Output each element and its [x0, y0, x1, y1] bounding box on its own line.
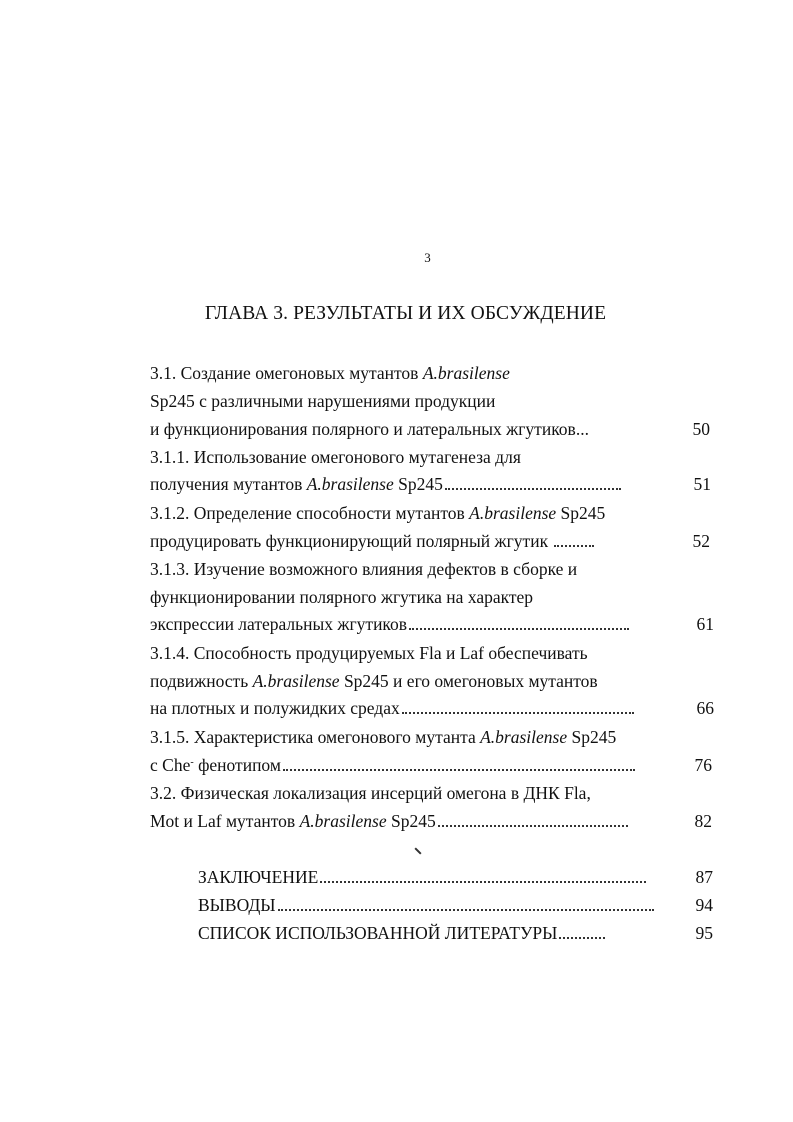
- toc-3-1-4-line-3: на плотных и полужидких средах: [150, 697, 634, 719]
- toc-3-2-line-2: Mot и Laf мутантов A.brasilense Sp245: [150, 810, 628, 832]
- toc-3-1-4-line-1[interactable]: 3.1.4. Способность продуцируемых Fla и Laf обеспечивать: [150, 643, 588, 663]
- toc-references-page: 95: [695, 923, 713, 943]
- toc-3-1-page: 50: [692, 419, 710, 439]
- toc-3-1-2-line-2: продуцировать функционирующий полярный жгутик: [150, 530, 594, 552]
- toc-3-2-page: 82: [694, 811, 712, 831]
- toc-3-1-3-page: 61: [696, 614, 714, 634]
- leader-dots: [554, 542, 594, 547]
- species-name: A.brasilense: [422, 363, 510, 383]
- toc-3-1-5-line-1[interactable]: 3.1.5. Характеристика омегонового мутанта A.brasilense Sp245: [150, 727, 617, 747]
- toc-3-1-line-1[interactable]: 3.1. Создание омегоновых мутантов A.brasilense: [150, 363, 510, 383]
- species-name: A.brasilense: [480, 727, 568, 747]
- toc-findings[interactable]: ВЫВОДЫ: [198, 894, 654, 916]
- toc-3-1-2-line-1[interactable]: 3.1.2. Определение способности мутантов A.brasilense Sp245: [150, 503, 606, 523]
- toc-findings-page: 94: [695, 895, 713, 915]
- species-name: A.brasilense: [299, 811, 387, 831]
- species-name: A.brasilense: [306, 474, 394, 494]
- toc-3-1-1-line-2: получения мутантов A.brasilense Sp245: [150, 473, 621, 495]
- toc-3-1-line-3: и функционирования полярного и латеральных жгутиков...: [150, 419, 589, 439]
- leader-dots: [559, 934, 605, 939]
- leader-dots: [445, 485, 621, 490]
- chapter-title: ГЛАВА 3. РЕЗУЛЬТАТЫ И ИХ ОБСУЖДЕНИЕ: [204, 303, 607, 324]
- toc-3-1-3-line-1[interactable]: 3.1.3. Изучение возможного влияния дефектов в сборке и: [150, 559, 578, 579]
- leader-dots: [283, 766, 635, 771]
- toc-3-1-1-page: 51: [693, 474, 711, 494]
- leader-dots: [402, 709, 634, 714]
- toc-conclusion-page: 87: [695, 867, 713, 887]
- toc-references[interactable]: СПИСОК ИСПОЛЬЗОВАННОЙ ЛИТЕРАТУРЫ: [198, 922, 605, 944]
- toc-3-1-3-line-3: экспрессии латеральных жгутиков: [150, 613, 629, 635]
- leader-dots: [320, 878, 646, 883]
- leader-dots: [278, 906, 654, 911]
- stray-mark: [414, 847, 421, 854]
- toc-3-2-line-1[interactable]: 3.2. Физическая локализация инсерций омегона в ДНК Fla,: [150, 783, 591, 803]
- leader-dots: [438, 822, 628, 827]
- leader-dots: [409, 625, 629, 630]
- toc-3-1-4-page: 66: [696, 698, 714, 718]
- toc-3-1-5-page: 76: [694, 755, 712, 775]
- species-name: A.brasilense: [252, 671, 340, 691]
- species-name: A.brasilense: [469, 503, 557, 523]
- toc-3-1-4-line-2: подвижность A.brasilense Sp245 и его омегоновых мутантов: [150, 671, 598, 691]
- toc-3-1-1-line-1[interactable]: 3.1.1. Использование омегонового мутагенеза для: [150, 447, 521, 467]
- toc-3-1-3-line-2: функционировании полярного жгутика на характер: [150, 587, 534, 607]
- toc-conclusion[interactable]: ЗАКЛЮЧЕНИЕ: [198, 866, 646, 888]
- toc-3-1-line-2: Sp245 с различными нарушениями продукции: [150, 391, 496, 411]
- page-number: 3: [424, 250, 431, 265]
- toc-3-1-5-line-2: с Che- фенотипом: [150, 754, 635, 776]
- toc-3-1-2-page: 52: [692, 531, 710, 551]
